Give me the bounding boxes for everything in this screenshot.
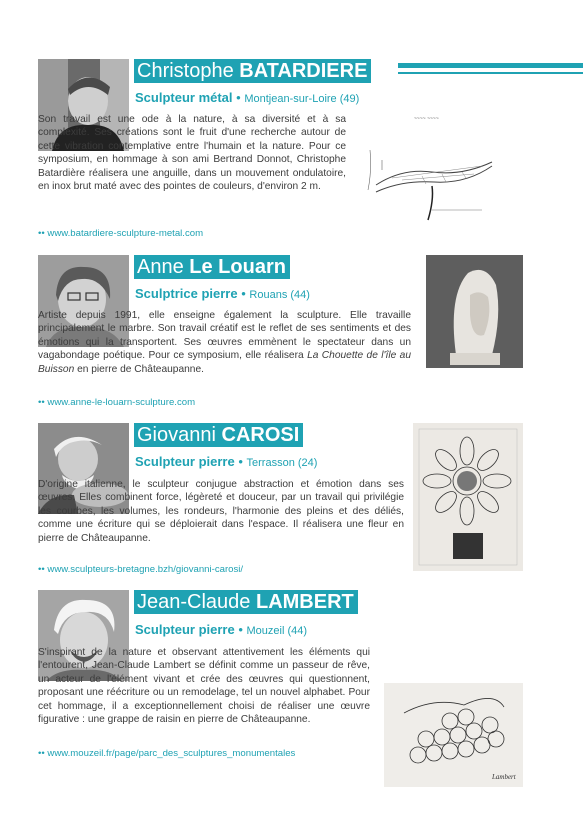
artist-bio: D'origine italienne, le sculpteur conjugue abstraction et émotion dans ses œuvres. Elles combinent force, légèreté et douceur, par un travail qui privilégie les courbes, les volumes, les rondeurs, l'harmonie des pleins et des déliés, comme une écriture qui se déploierait dans l'espace. Il réalisera une fleur en pierre de Châteaupanne. <box>38 479 404 544</box>
artist-bio: Son travail est une ode à la nature, à sa diversité et à sa complexité. Ses créations sont le fruit d'une recherche autour de cette vibration contemplative entre l'humain et la nature. Pour ce symposium, en hommage à son ami Bertrand Donnot, Christophe Batardière réalisera une anguille, dans un mouvement ondulatoire, en inox brut maté avec des pointes de couleurs, d'environ 2 m. <box>38 114 346 193</box>
artist-role: Sculpteur pierre • Mouzeil (44) <box>135 622 308 637</box>
artist-name: Anne Le Louarn <box>134 255 290 279</box>
artist-role: Sculptrice pierre • Rouans (44) <box>135 286 310 301</box>
sketch-flower <box>413 423 523 571</box>
divider-rule <box>398 63 583 68</box>
artist-role: Sculpteur pierre • Terrasson (24) <box>135 454 318 469</box>
artist-bio: Artiste depuis 1991, elle enseigne également la sculpture. Elle travaille principalement le marbre. Son travail créatif est le reflet de ses sentiments et des émotions qui la transportent. Ses œuvres emmènent le spectateur dans un vagabondage poétique. Pour ce symposium, elle réalisera La Chouette de l'île au Buisson en pierre de Châteaupanne. <box>38 310 411 375</box>
sculpture-owl-photo <box>426 255 523 368</box>
divider-rule <box>398 72 583 74</box>
artist-website-link[interactable]: •• www.anne-le-louarn-sculpture.com <box>38 397 196 408</box>
artist-name: Christophe BATARDIERE <box>134 59 371 83</box>
sketch-signature: Lambert <box>492 773 516 781</box>
artist-website-link[interactable]: •• www.sculpteurs-bretagne.bzh/giovanni-carosi/ <box>38 564 244 575</box>
artist-website-link[interactable]: •• www.batardiere-sculpture-metal.com <box>38 228 204 239</box>
sketch-eel <box>362 110 503 230</box>
svg-text:~~~~ ~~~~: ~~~~ ~~~~ <box>414 116 439 122</box>
artist-name: Giovanni CAROSI <box>134 423 303 447</box>
artist-website-link[interactable]: •• www.mouzeil.fr/page/parc_des_sculptures_monumentales <box>38 748 296 759</box>
artist-name: Jean-Claude LAMBERT <box>134 590 358 614</box>
artist-role: Sculpteur métal • Montjean-sur-Loire (49) <box>135 90 360 105</box>
artist-bio: S'inspirant de la nature et observant attentivement les éléments qui l'entourent, Jean-Claude Lambert se définit comme un passeur de rêve, un acteur de l'élément vivant et crée des œuvres qui questionnent, proposant une réécriture ou un remodelage, tel un nouvel alphabet. Pour cet hommage, il a exceptionnellement choisi de réaliser une œuvre figurative : une grappe de raisin en pierre de Châteaupanne. <box>38 647 370 726</box>
sketch-grapes <box>384 683 523 787</box>
